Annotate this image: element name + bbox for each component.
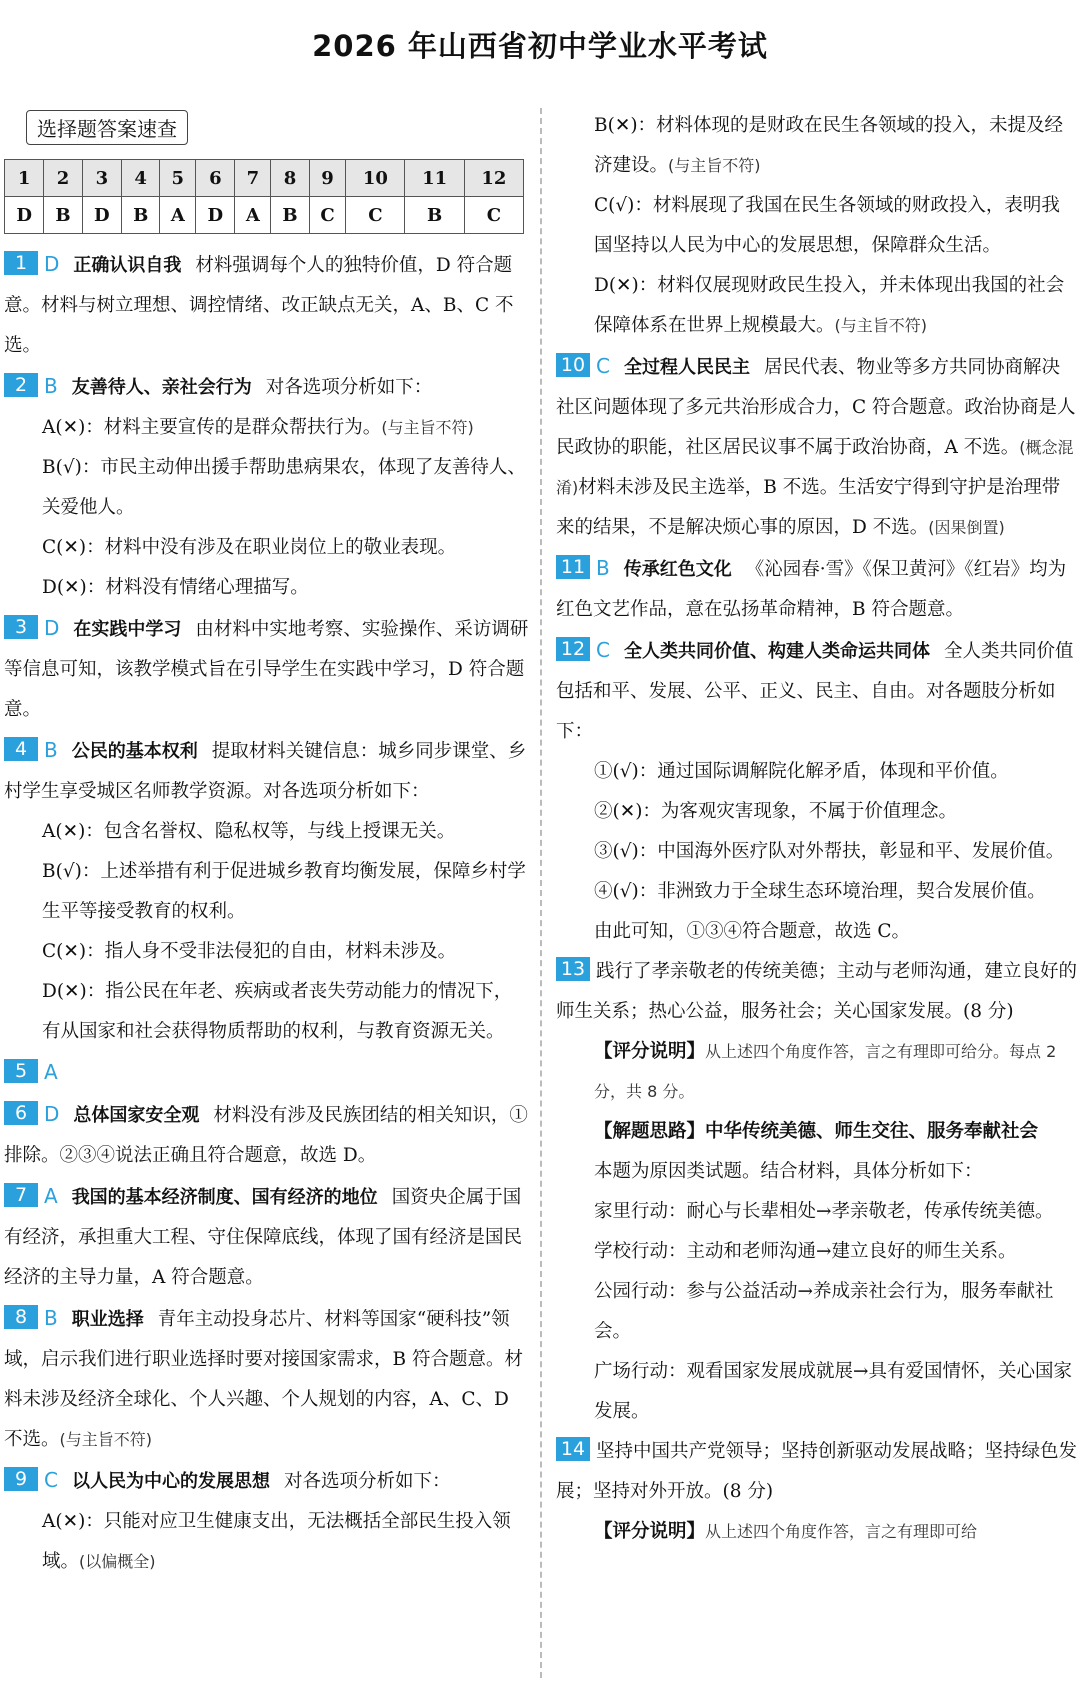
answer-letter: B — [271, 197, 309, 234]
q3-text: 由材料中实地考察、实验操作、采访调研等信息可知，该教学模式旨在引导学生在实践中学习，D 符合题意。 — [4, 619, 529, 720]
answer-table-numbers — [5, 160, 524, 197]
q2-text: 对各选项分析如下： — [265, 377, 433, 398]
q14-block — [552, 1432, 1078, 1552]
q12-number: 12 — [556, 637, 590, 661]
q12-item-1: ①(√)：通过国际调解院化解矛盾，体现和平价值。 — [594, 761, 1009, 782]
q4-option-a: A(✕)：包含名誉权、隐私权等，与线上授课无关。 — [42, 821, 456, 842]
q9-option-d-note: (与主旨不符) — [834, 316, 928, 335]
q13-scoring-text: 从上述四个角度作答，言之有理即可给分。每点 2 分，共 8 分。 — [594, 1042, 1057, 1101]
q14-scoring-text: 从上述四个角度作答，言之有理即可给 — [705, 1522, 978, 1541]
q2-number: 2 — [4, 373, 38, 397]
right-column — [552, 106, 1078, 1552]
q6-block — [0, 1094, 530, 1176]
answer-num: 3 — [82, 160, 121, 197]
answer-letter: A — [160, 197, 196, 234]
answer-letter: B — [44, 197, 82, 234]
q1-topic: 正确认识自我 — [73, 255, 182, 276]
q8-answer: B — [44, 1306, 58, 1330]
q1-text: 材料强调每个人的独特价值，D 符合题意。材料与树立理想、调控情绪、改正缺点无关，A、B、C 不选。 — [4, 255, 514, 356]
q13-line-1: 家里行动：耐心与长辈相处→孝亲敬老，传承传统美德。 — [594, 1201, 1054, 1222]
answer-num: 2 — [44, 160, 82, 197]
q9-number: 9 — [4, 1467, 38, 1491]
q6-answer: D — [44, 1102, 60, 1126]
q7-answer: A — [44, 1184, 58, 1208]
q1-answer: D — [44, 252, 60, 276]
q4-option-d: D(✕)：指公民在年老、疾病或者丧失劳动能力的情况下，有从国家和社会获得物质帮助的权利，与教育资源无关。 — [42, 981, 513, 1042]
q13-thinking-label: 【解题思路】 — [594, 1121, 706, 1142]
q9-option-a-note: (以偏概全) — [79, 1552, 156, 1571]
q13-line-4: 广场行动：观看国家发展成就展→具有爱国情怀，关心国家发展。 — [594, 1361, 1073, 1422]
answer-letter: D — [82, 197, 121, 234]
q12-topic: 全人类共同价值、构建人类命运共同体 — [623, 641, 930, 662]
answer-num: 1 — [5, 160, 44, 197]
q11-number: 11 — [556, 555, 590, 579]
q2-block — [0, 366, 530, 608]
q9-option-c: C(√)：材料展现了我国在民生各领域的财政投入，表明我国坚持以人民为中心的发展思想，保障群众生活。 — [594, 195, 1060, 256]
answer-num: 5 — [160, 160, 196, 197]
q6-topic: 总体国家安全观 — [73, 1105, 200, 1126]
q11-topic: 传承红色文化 — [623, 559, 732, 580]
q10-text-2: 材料未涉及民主选举，B 不选。生活安宁得到守护是治理带来的结果，不是解决烦心事的原因，D 不选。 — [556, 477, 1061, 538]
q14-scoring-label: 【评分说明】 — [594, 1521, 706, 1542]
q4-block — [0, 730, 530, 1052]
q9-option-a: A(✕)：只能对应卫生健康支出，无法概括全部民生投入领域。 — [42, 1511, 511, 1572]
q10-text-1: 居民代表、物业等多方共同协商解决社区问题体现了多元共治形成合力，C 符合题意。政治协商是人民政协的职能，社区居民议事不属于政治协商，A 不选。 — [556, 357, 1076, 458]
q4-number: 4 — [4, 737, 38, 761]
column-divider — [540, 108, 542, 1678]
q11-text: 《沁园春·雪》《保卫黄河》《红岩》均为红色文艺作品，意在弘扬革命精神，B 符合题意。 — [556, 559, 1067, 620]
q10-number: 10 — [556, 353, 590, 377]
q8-block — [0, 1298, 530, 1460]
q3-topic: 在实践中学习 — [73, 619, 182, 640]
q7-topic: 我国的基本经济制度、国有经济的地位 — [71, 1187, 378, 1208]
q9-option-b: B(✕)：材料体现的是财政在民生各领域的投入，未提及经济建设。 — [594, 115, 1064, 176]
answer-num: 10 — [346, 160, 405, 197]
q12-item-2: ②(✕)：为客观灾害现象，不属于价值理念。 — [594, 801, 957, 822]
answer-num: 8 — [271, 160, 309, 197]
q11-block — [552, 548, 1078, 630]
answer-letter: B — [405, 197, 464, 234]
q12-answer: C — [596, 638, 610, 662]
q9-continued — [552, 106, 1078, 346]
q10-note-1: (概念混淆) — [556, 438, 1074, 497]
q12-text: 全人类共同价值包括和平、发展、公平、正义、民主、自由。对各题肢分析如下： — [556, 641, 1074, 742]
page-title: 2026 年山西省初中学业水平考试 — [312, 29, 768, 63]
q5-number: 5 — [4, 1059, 38, 1083]
q1-block — [0, 244, 530, 366]
q4-text: 提取材料关键信息：城乡同步课堂、乡村学生享受城区名师教学资源。对各选项分析如下： — [4, 741, 527, 802]
answer-num: 11 — [405, 160, 464, 197]
q12-block — [552, 630, 1078, 952]
q2-option-b: B(√)：市民主动伸出援手帮助患病果农，体现了友善待人、关爱他人。 — [42, 457, 526, 518]
q9-text: 对各选项分析如下： — [283, 1471, 451, 1492]
answer-letter: A — [235, 197, 271, 234]
q2-option-c: C(✕)：材料中没有涉及在职业岗位上的敬业表现。 — [42, 537, 457, 558]
q12-item-3: ③(√)：中国海外医疗队对外帮扶，彰显和平、发展价值。 — [594, 841, 1065, 862]
answer-table — [4, 159, 524, 234]
answer-table-answers — [5, 197, 524, 234]
q9-topic: 以人民为中心的发展思想 — [71, 1471, 270, 1492]
q9-answer: C — [44, 1468, 58, 1492]
q13-thinking-text: 中华传统美德、师生交往、服务奉献社会 — [705, 1121, 1039, 1142]
answer-box-label: 选择题答案速查 — [26, 110, 188, 145]
q13-block — [552, 952, 1078, 1432]
answer-num: 6 — [196, 160, 235, 197]
q9-option-d: D(✕)：材料仅展现财政民生投入，并未体现出我国的社会保障体系在世界上规模最大。 — [594, 275, 1065, 336]
q5-answer: A — [44, 1060, 58, 1084]
q13-line-2: 学校行动：主动和老师沟通→建立良好的师生关系。 — [594, 1241, 1017, 1262]
q10-note-2: (因果倒置) — [928, 518, 1005, 537]
q5-block — [0, 1052, 530, 1094]
q13-text: 践行了孝亲敬老的传统美德；主动与老师沟通，建立良好的师生关系；热心公益，服务社会；关心国家发展。(8 分) — [556, 961, 1078, 1022]
answer-num: 12 — [464, 160, 523, 197]
answer-letter: C — [464, 197, 523, 234]
q4-answer: B — [44, 738, 58, 762]
q7-block — [0, 1176, 530, 1298]
q13-line-3: 公园行动：参与公益活动→养成亲社会行为，服务奉献社会。 — [594, 1281, 1054, 1342]
q7-text: 国资央企属于国有经济，承担重大工程、守住保障底线，体现了国有经济是国民经济的主导力量，A 符合题意。 — [4, 1187, 523, 1288]
q8-number: 8 — [4, 1305, 38, 1329]
answer-letter: C — [309, 197, 346, 234]
q12-conclusion: 由此可知，①③④符合题意，故选 C。 — [594, 921, 911, 942]
q10-topic: 全过程人民民主 — [623, 357, 750, 378]
q6-number: 6 — [4, 1101, 38, 1125]
q4-option-b: B(√)：上述举措有利于促进城乡教育均衡发展，保障乡村学生平等接受教育的权利。 — [42, 861, 526, 922]
q8-topic: 职业选择 — [71, 1309, 144, 1330]
q9-block — [0, 1460, 530, 1582]
q13-intro: 本题为原因类试题。结合材料，具体分析如下： — [594, 1161, 983, 1182]
q1-number: 1 — [4, 251, 38, 275]
q13-scoring-label: 【评分说明】 — [594, 1041, 706, 1062]
answer-num: 4 — [121, 160, 159, 197]
q2-option-a: A(✕)：材料主要宣传的是群众帮扶行为。 — [42, 417, 382, 438]
q9-option-b-note: (与主旨不符) — [668, 156, 761, 175]
q14-text: 坚持中国共产党领导；坚持创新驱动发展战略；坚持绿色发展；坚持对外开放。(8 分) — [556, 1441, 1078, 1502]
answer-letter: B — [121, 197, 159, 234]
q12-item-4: ④(√)：非洲致力于全球生态环境治理，契合发展价值。 — [594, 881, 1046, 902]
q3-number: 3 — [4, 615, 38, 639]
q3-answer: D — [44, 616, 60, 640]
q8-note: (与主旨不符) — [59, 1430, 153, 1449]
q2-answer: B — [44, 374, 58, 398]
q7-number: 7 — [4, 1183, 38, 1207]
q14-number: 14 — [556, 1437, 590, 1461]
q4-option-c: C(✕)：指人身不受非法侵犯的自由，材料未涉及。 — [42, 941, 457, 962]
q6-text: 材料没有涉及民族团结的相关知识，①排除。②③④说法正确且符合题意，故选 D。 — [4, 1105, 528, 1166]
answer-num: 7 — [235, 160, 271, 197]
q2-option-d: D(✕)：材料没有情绪心理描写。 — [42, 577, 309, 598]
answer-letter: D — [196, 197, 235, 234]
q2-option-a-note: (与主旨不符) — [381, 418, 474, 437]
q10-answer: C — [596, 354, 610, 378]
answer-letter: C — [346, 197, 405, 234]
left-column — [0, 106, 530, 1582]
answer-num: 9 — [309, 160, 346, 197]
q11-answer: B — [596, 556, 610, 580]
q10-block — [552, 346, 1078, 548]
q2-topic: 友善待人、亲社会行为 — [71, 377, 252, 398]
q3-block — [0, 608, 530, 730]
q4-topic: 公民的基本权利 — [71, 741, 198, 762]
answer-letter: D — [5, 197, 44, 234]
q8-text: 青年主动投身芯片、材料等国家“硬科技”领域，启示我们进行职业选择时要对接国家需求，B 符合题意。材料未涉及经济全球化、个人兴趣、个人规划的内容，A、C、D 不选。 — [4, 1309, 523, 1450]
q13-number: 13 — [556, 957, 590, 981]
